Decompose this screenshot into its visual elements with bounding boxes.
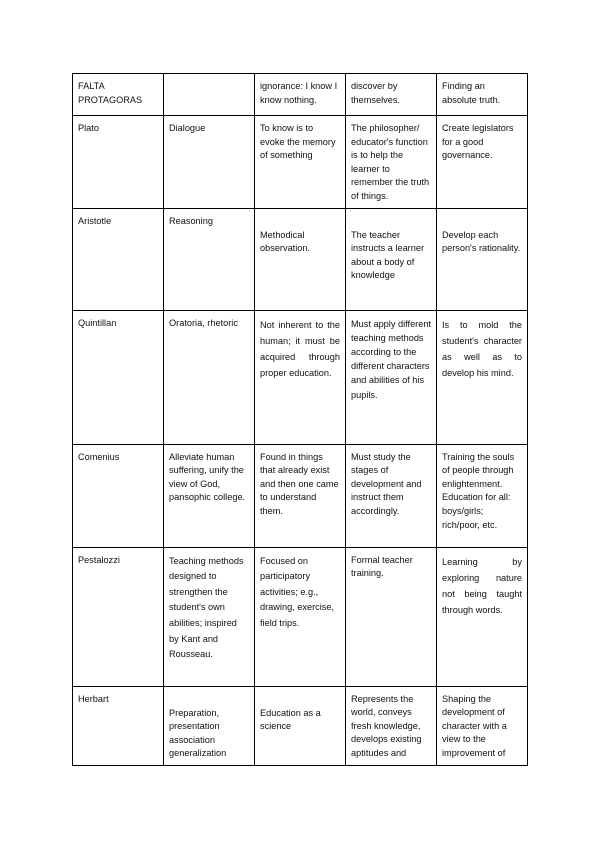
teacher-cell: The philosopher/ educator's function is to help the learner to remember the truth of things. — [346, 116, 437, 209]
teacher-cell: The teacher instructs a learner about a body of knowledge — [346, 208, 437, 310]
teacher-cell: Must study the stages of development and instruct them accordingly. — [346, 444, 437, 547]
philosopher-cell: Herbart — [73, 686, 164, 765]
philosopher-cell: FALTA PROTAGORAS — [73, 74, 164, 116]
teacher-cell: Must apply different teaching methods according to the different characters and abilities of his pupils. — [346, 310, 437, 444]
table-row — [73, 208, 528, 310]
method-cell: Reasoning — [164, 208, 255, 310]
table-row — [73, 116, 528, 209]
goal-cell: Finding an absolute truth. — [437, 74, 528, 116]
goal-cell: Learning by exploring nature not being taught through words. — [437, 547, 528, 686]
knowledge-cell: Education as a science — [255, 686, 346, 765]
teacher-cell: Formal teacher training. — [346, 547, 437, 686]
table-row — [73, 74, 528, 116]
goal-cell: Shaping the development of character with a view to the improvement of — [437, 686, 528, 765]
teacher-cell: Represents the world, conveys fresh knowledge, develops existing aptitudes and — [346, 686, 437, 765]
method-cell: Dialogue — [164, 116, 255, 209]
method-cell — [164, 74, 255, 116]
knowledge-cell: Methodical observation. — [255, 208, 346, 310]
knowledge-cell: Not inherent to the human; it must be acquired through proper education. — [255, 310, 346, 444]
goal-cell: Create legislators for a good governance. — [437, 116, 528, 209]
philosopher-cell: Comenius — [73, 444, 164, 547]
table-row — [73, 310, 528, 444]
method-cell: Teaching methods designed to strengthen the student's own abilities; inspired by Kant and Rousseau. — [164, 547, 255, 686]
goal-cell: Develop each person's rationality. — [437, 208, 528, 310]
teacher-cell: discover by themselves. — [346, 74, 437, 116]
education-philosophers-table — [72, 73, 528, 766]
knowledge-cell: To know is to evoke the memory of something — [255, 116, 346, 209]
goal-cell: Training the souls of people through enlightenment. Education for all: boys/girls; rich/poor, etc. — [437, 444, 528, 547]
table-row — [73, 444, 528, 547]
table-row — [73, 686, 528, 765]
philosopher-cell: Pestalozzi — [73, 547, 164, 686]
knowledge-cell: Focused on participatory activities; e.g., drawing, exercise, field trips. — [255, 547, 346, 686]
method-cell: Oratoria, rhetoric — [164, 310, 255, 444]
method-cell: Alleviate human suffering, unify the view of God, pansophic college. — [164, 444, 255, 547]
method-cell: Preparation, presentation association generalization — [164, 686, 255, 765]
philosopher-cell: Quintillan — [73, 310, 164, 444]
table-row — [73, 547, 528, 686]
knowledge-cell: ignorance: I know I know nothing. — [255, 74, 346, 116]
goal-cell: Is to mold the student's character as well as to develop his mind. — [437, 310, 528, 444]
knowledge-cell: Found in things that already exist and then one came to understand them. — [255, 444, 346, 547]
philosopher-cell: Plato — [73, 116, 164, 209]
philosopher-cell: Aristotle — [73, 208, 164, 310]
